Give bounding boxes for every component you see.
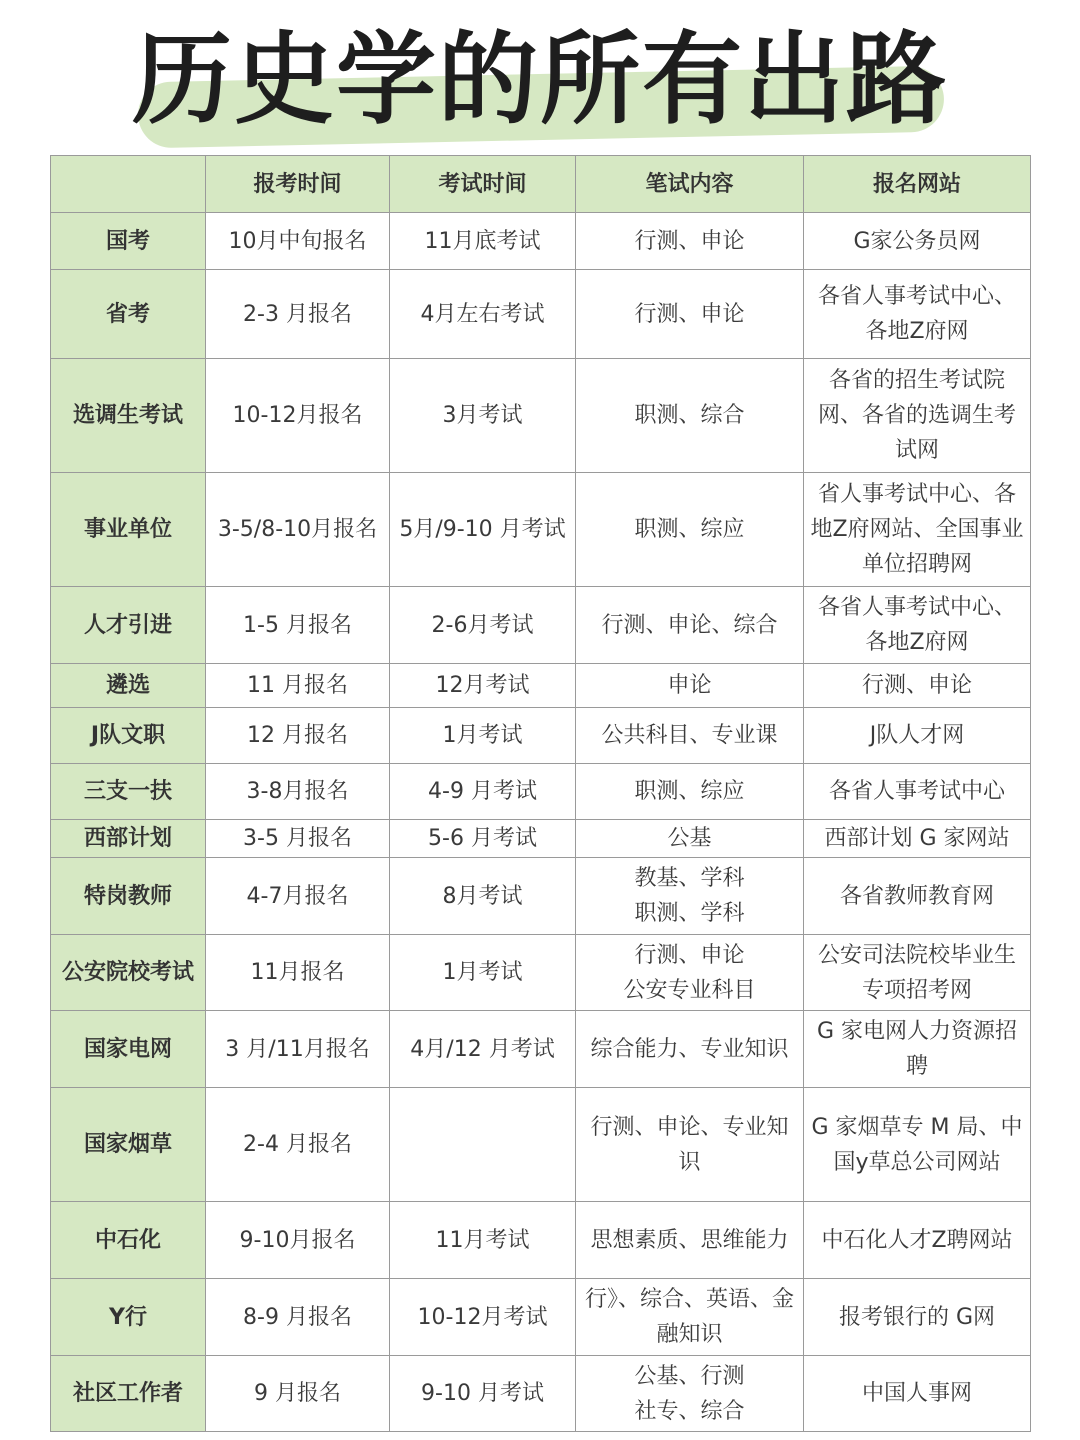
exam-time-cell: 11月考试 [390, 1202, 576, 1279]
table-row [51, 764, 1031, 820]
table-row [51, 1356, 1031, 1432]
exam-time-cell: 9-10 月考试 [390, 1356, 576, 1432]
reg-time-cell: 3-5/8-10月报名 [206, 473, 390, 587]
reg-time-cell: 8-9 月报名 [206, 1279, 390, 1356]
site-cell: G家公务员网 [804, 213, 1031, 270]
cell-line: 职测、学科 [634, 901, 745, 926]
row-name: 遴选 [51, 664, 206, 708]
table-row [51, 1088, 1031, 1202]
reg-time-cell: 11 月报名 [206, 664, 390, 708]
table-row [51, 213, 1031, 270]
header-reg-site: 报名网站 [804, 156, 1031, 213]
exam-time-cell: 10-12月考试 [390, 1279, 576, 1356]
reg-time-cell: 10-12月报名 [206, 359, 390, 473]
reg-time-cell: 2-3 月报名 [206, 270, 390, 359]
site-cell: G 家烟草专 M 局、中国y草总公司网站 [804, 1088, 1031, 1202]
table-row [51, 935, 1031, 1011]
reg-time-cell: 3 月/11月报名 [206, 1011, 390, 1088]
reg-time-cell: 1-5 月报名 [206, 587, 390, 664]
exam-time-cell: 1月考试 [390, 935, 576, 1011]
exam-time-cell: 2-6月考试 [390, 587, 576, 664]
cell-line: 公基、行测 [634, 1363, 745, 1389]
row-name: 选调生考试 [51, 359, 206, 473]
row-name: 中石化 [51, 1202, 206, 1279]
table-row [51, 270, 1031, 359]
row-name: 国考 [51, 213, 206, 270]
exam-time-cell: 4月左右考试 [390, 270, 576, 359]
row-name: 事业单位 [51, 473, 206, 587]
cell-line: 公安专业科目 [623, 977, 756, 1003]
table-row [51, 473, 1031, 587]
cell-line: 社专、综合 [634, 1398, 745, 1424]
header-written-content: 笔试内容 [576, 156, 804, 213]
row-name: 国家烟草 [51, 1088, 206, 1202]
table-row [51, 1279, 1031, 1356]
content-cell: 申论 [576, 664, 804, 708]
content-cell: 职测、综应 [576, 764, 804, 820]
exam-time-cell: 3月考试 [390, 359, 576, 473]
cell-line: 教基、学科 [634, 866, 745, 891]
reg-time-cell: 4-7月报名 [206, 858, 390, 935]
table-row [51, 820, 1031, 858]
reg-time-cell: 3-8月报名 [206, 764, 390, 820]
header-row [51, 156, 1031, 213]
table-row [51, 1202, 1031, 1279]
site-cell: 中石化人才Z聘网站 [804, 1202, 1031, 1279]
exam-time-cell: 4-9 月考试 [390, 764, 576, 820]
content-cell [576, 858, 804, 935]
content-cell: 行测、申论、综合 [576, 587, 804, 664]
row-name: 西部计划 [51, 820, 206, 858]
row-name: 省考 [51, 270, 206, 359]
exam-time-cell: 8月考试 [390, 858, 576, 935]
site-cell: 中国人事网 [804, 1356, 1031, 1432]
content-cell: 思想素质、思维能力 [576, 1202, 804, 1279]
exam-time-cell: 1月考试 [390, 708, 576, 764]
content-cell: 公基 [576, 820, 804, 858]
content-cell: 综合能力、专业知识 [576, 1011, 804, 1088]
site-cell: 行测、申论 [804, 664, 1031, 708]
reg-time-cell: 10月中旬报名 [206, 213, 390, 270]
reg-time-cell: 9 月报名 [206, 1356, 390, 1432]
content-cell [576, 935, 804, 1011]
exam-time-cell: 5月/9-10 月考试 [390, 473, 576, 587]
reg-time-cell: 11月报名 [206, 935, 390, 1011]
reg-time-cell: 9-10月报名 [206, 1202, 390, 1279]
content-cell: 公共科目、专业课 [576, 708, 804, 764]
site-cell: 各省教师教育网 [804, 858, 1031, 935]
reg-time-cell: 3-5 月报名 [206, 820, 390, 858]
header-corner [51, 156, 206, 213]
site-cell: J队人才网 [804, 708, 1031, 764]
content-cell: 行测、申论 [576, 270, 804, 359]
site-cell: 省人事考试中心、各地Z府网站、全国事业单位招聘网 [804, 473, 1031, 587]
content-cell: 职测、综合 [576, 359, 804, 473]
site-cell: 公安司法院校毕业生专项招考网 [804, 935, 1031, 1011]
exam-time-cell [390, 1088, 576, 1202]
header-exam-time: 考试时间 [390, 156, 576, 213]
content-cell: 行》、综合、英语、金融知识 [576, 1279, 804, 1356]
content-cell [576, 1356, 804, 1432]
row-name: 公安院校考试 [51, 935, 206, 1011]
row-name: 人才引进 [51, 587, 206, 664]
cell-line: 行测、申论 [634, 942, 745, 968]
table-row [51, 359, 1031, 473]
exam-time-cell: 5-6 月考试 [390, 820, 576, 858]
site-cell: 各省人事考试中心、各地Z府网 [804, 587, 1031, 664]
table-row [51, 708, 1031, 764]
row-name: 社区工作者 [51, 1356, 206, 1432]
table-row [51, 858, 1031, 935]
site-cell: 各省的招生考试院网、各省的选调生考试网 [804, 359, 1031, 473]
content-cell: 职测、综应 [576, 473, 804, 587]
content-cell: 行测、申论 [576, 213, 804, 270]
table-row [51, 587, 1031, 664]
reg-time-cell: 12 月报名 [206, 708, 390, 764]
table-row [51, 664, 1031, 708]
title-area [0, 0, 1080, 150]
site-cell: 各省人事考试中心 [804, 764, 1031, 820]
row-name: 国家电网 [51, 1011, 206, 1088]
exam-time-cell: 4月/12 月考试 [390, 1011, 576, 1088]
site-cell: 各省人事考试中心、各地Z府网 [804, 270, 1031, 359]
content-cell: 行测、申论、专业知识 [576, 1088, 804, 1202]
exam-time-cell: 12月考试 [390, 664, 576, 708]
row-name: Y行 [51, 1279, 206, 1356]
page-title: 历史学的所有出路 [132, 21, 948, 138]
career-table [50, 155, 1031, 1432]
row-name: J队文职 [51, 708, 206, 764]
table-row [51, 1011, 1031, 1088]
exam-time-cell: 11月底考试 [390, 213, 576, 270]
row-name: 特岗教师 [51, 858, 206, 935]
site-cell: 报考银行的 G网 [804, 1279, 1031, 1356]
header-reg-time: 报考时间 [206, 156, 390, 213]
reg-time-cell: 2-4 月报名 [206, 1088, 390, 1202]
site-cell: 西部计划 G 家网站 [804, 820, 1031, 858]
row-name: 三支一扶 [51, 764, 206, 820]
site-cell: G 家电网人力资源招聘 [804, 1011, 1031, 1088]
